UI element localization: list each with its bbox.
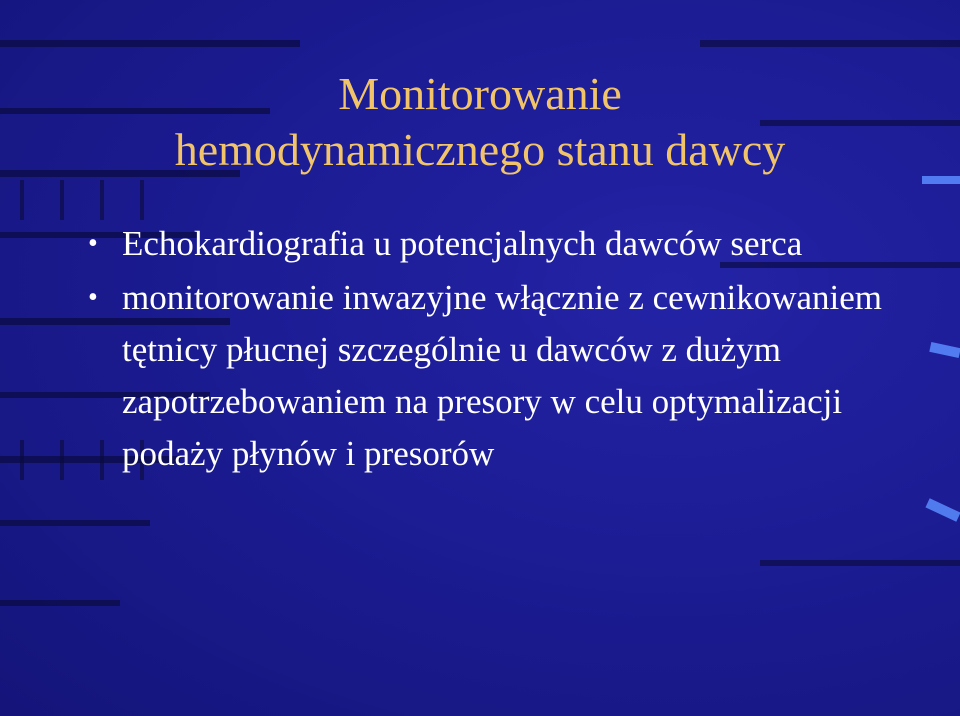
bullet-item — [88, 218, 888, 270]
bullet-list — [88, 218, 888, 482]
bullet-dot-icon: • — [88, 282, 98, 313]
slide-title — [0, 66, 960, 178]
bullet-item — [88, 272, 888, 480]
bullet-text: monitorowanie inwazyjne włącznie z cewnikowaniem tętnicy płucnej szczególnie u dawców z dużym zapotrzebowaniem na presory w celu optymalizacji podaży płynów i presorów — [122, 278, 882, 473]
slide-title-line-1: Monitorowanie — [338, 68, 622, 119]
bullet-text: Echokardiografia u potencjalnych dawców serca — [122, 224, 803, 263]
bullet-dot-icon: • — [88, 228, 98, 259]
slide-title-line-2: hemodynamicznego stanu dawcy — [174, 124, 786, 175]
